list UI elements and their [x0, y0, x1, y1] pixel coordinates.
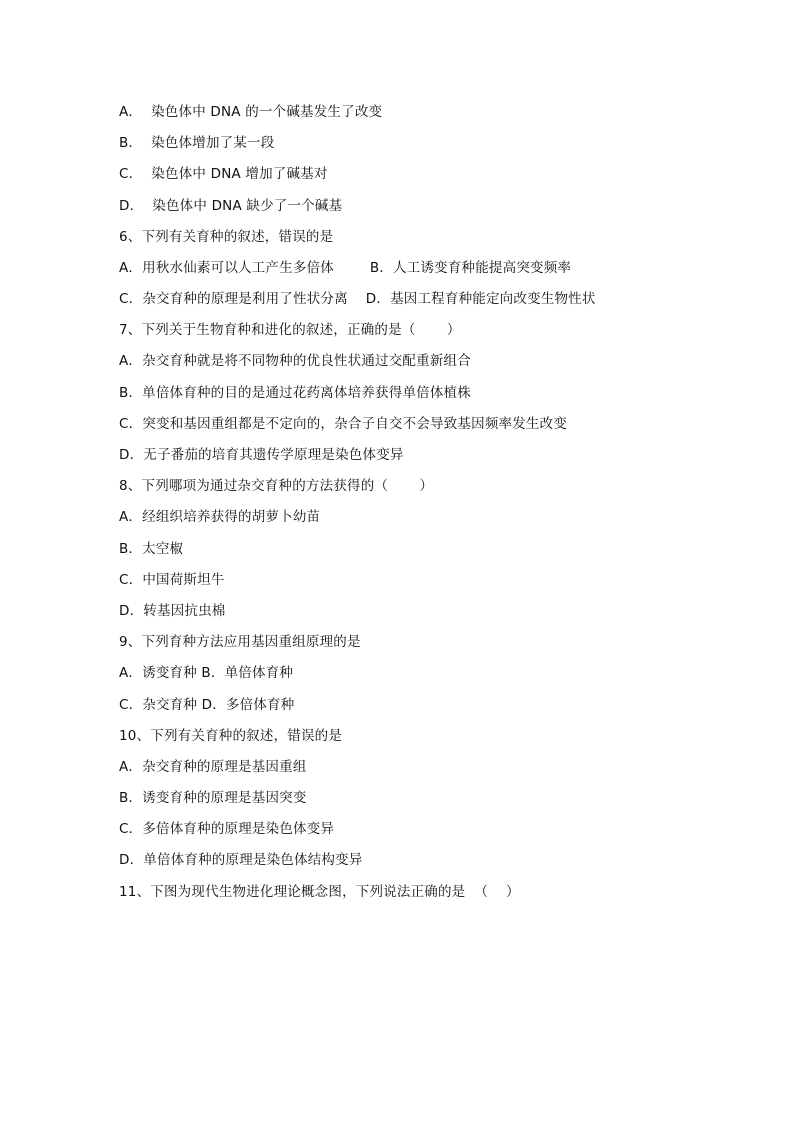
question-6-stem: 6、下列有关育种的叙述，错误的是 [119, 229, 334, 245]
question-8-option-b: B．太空椒 [119, 541, 184, 557]
question-7-option-a: A．杂交育种就是将不同物种的优良性状通过交配重新组合 [119, 353, 471, 369]
question-8-option-d: D．转基因抗虫棉 [119, 603, 226, 619]
question-8-option-a: A．经组织培养获得的胡萝卜幼苗 [119, 509, 321, 525]
question-7-option-d: D．无子番茄的培育其遗传学原理是染色体变异 [119, 447, 404, 463]
question-6-options-ab: A．用秋水仙素可以人工产生多倍体 B．人工诱变育种能提高突变频率 [119, 260, 572, 276]
option-line-4d: D． 染色体中 DNA 缺少了一个碱基 [119, 198, 343, 214]
question-8-stem: 8、下列哪项为通过杂交育种的方法获得的（ ） [119, 478, 434, 494]
option-line-4c: C． 染色体中 DNA 增加了碱基对 [119, 166, 328, 182]
question-10-option-a: A．杂交育种的原理是基因重组 [119, 759, 307, 775]
question-10-option-d: D．单倍体育种的原理是染色体结构变异 [119, 852, 363, 868]
question-7-stem: 7、下列关于生物育种和进化的叙述，正确的是（ ） [119, 322, 461, 338]
option-line-4b: B． 染色体增加了某一段 [119, 135, 275, 151]
question-10-option-b: B．诱变育种的原理是基因突变 [119, 790, 307, 806]
question-10-option-c: C．多倍体育种的原理是染色体变异 [119, 821, 335, 837]
question-9-options-cd: C．杂交育种 D．多倍体育种 [119, 697, 295, 713]
question-7-option-b: B．单倍体育种的目的是通过花药离体培养获得单倍体植株 [119, 385, 471, 401]
question-11-stem: 11、下图为现代生物进化理论概念图，下列说法正确的是 （ ） [119, 884, 520, 900]
question-10-stem: 10、下列有关育种的叙述，错误的是 [119, 728, 343, 744]
question-9-options-ab: A．诱变育种 B．单倍体育种 [119, 665, 294, 681]
question-9-stem: 9、下列育种方法应用基因重组原理的是 [119, 634, 361, 650]
option-line-4a: A． 染色体中 DNA 的一个碱基发生了改变 [119, 104, 383, 120]
question-6-options-cd: C．杂交育种的原理是利用了性状分离 D．基因工程育种能定向改变生物性状 [119, 291, 596, 307]
question-7-option-c: C．突变和基因重组都是不定向的，杂合子自交不会导致基因频率发生改变 [119, 416, 568, 432]
question-8-option-c: C．中国荷斯坦牛 [119, 572, 225, 588]
